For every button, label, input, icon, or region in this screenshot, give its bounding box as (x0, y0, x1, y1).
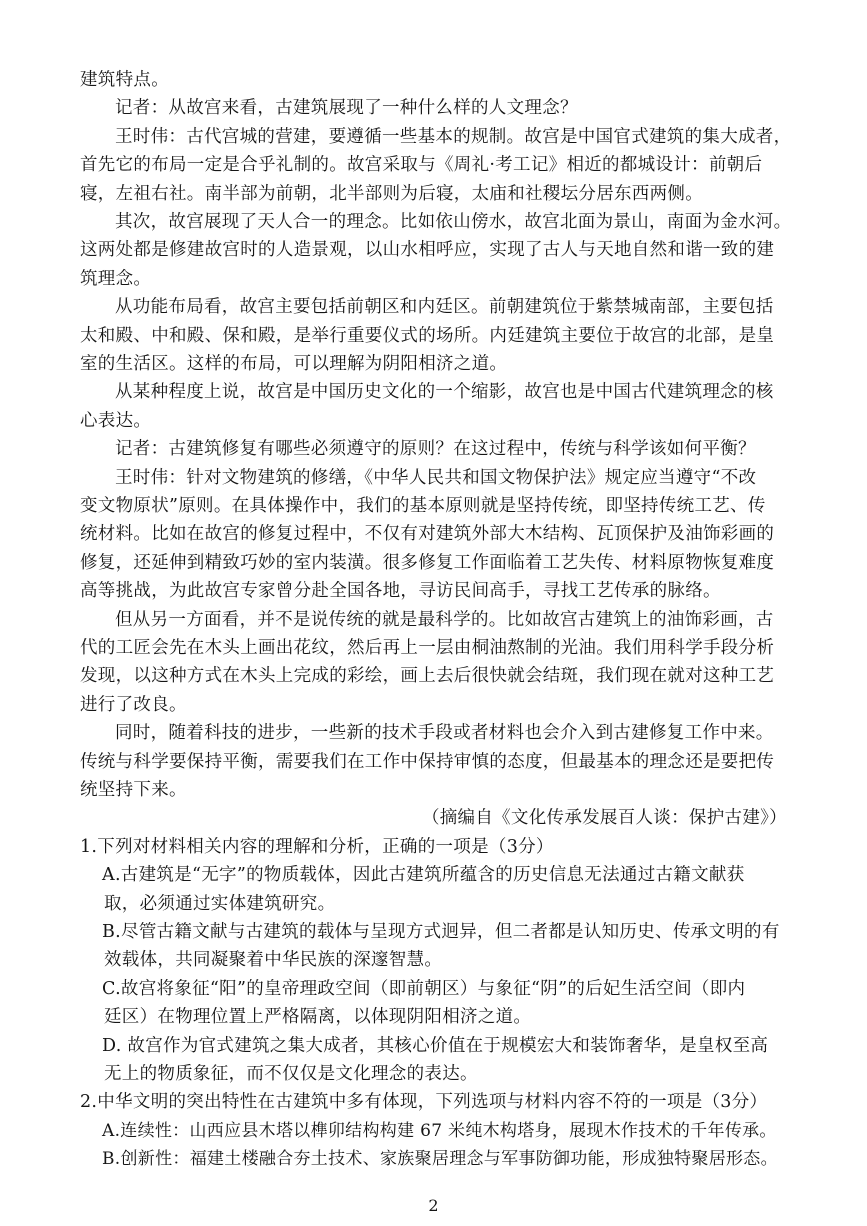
question-2-option-b: B.创新性：福建土楼融合夯土技术、家族聚居理念与军事防御功能，形成独特聚居形态。 (102, 1149, 778, 1170)
passage-line: 发现，以这种方式在木头上完成的彩绘，画上去后很快就会结斑，我们现在就对这种工艺 (80, 666, 775, 687)
question-1-option-b: B.尽管古籍文献与古建筑的载体与呈现方式迥异，但二者都是认知历史、传承文明的有 (102, 922, 780, 942)
passage-line: 建筑特点。 (80, 70, 169, 90)
passage-line: 变文物原状”原则。在具体操作中，我们的基本原则就是坚持传统，即坚持传统工艺、传 (80, 496, 766, 516)
passage-line: 其次，故宫展现了天人合一的理念。比如依山傍水，故宫北面为景山，南面为金水河。 (115, 212, 792, 232)
passage-line: 筑理念。 (80, 268, 152, 289)
passage-line: 记者：从故宫来看，古建筑展现了一种什么样的人文理念？ (115, 98, 578, 119)
passage-line: 同时，随着科技的进步，一些新的技术手段或者材料也会介入到古建修复工作中来。 (115, 723, 774, 744)
passage-line: 太和殿、中和殿、保和殿，是举行重要仪式的场所。内廷建筑主要位于故宫的北部，是皇 (80, 325, 775, 346)
source-citation: （摘编自《文化传承发展百人谈：保护古建》） (421, 808, 787, 829)
passage-line: 从某种程度上说，故宫是中国历史文化的一个缩影，故宫也是中国古代建筑理念的核 (115, 382, 774, 403)
question-1-option-a-cont: 取，必须通过实体建筑研究。 (104, 893, 336, 914)
passage-line: 统坚持下来。 (80, 780, 187, 800)
question-1-option-d: D. 故宫作为官式建筑之集大成者，其核心价值在于规模宏大和装饰奢华，是皇权至高 (102, 1035, 769, 1056)
question-1-option-c: C.故宫将象征“阳”的皇帝理政空间（即前朝区）与象征“阴”的后妃生活空间（即内 (102, 978, 746, 999)
passage-line: 寝，左祖右社。南半部为前朝，北半部则为后寝，太庙和社稷坛分居东西两侧。 (80, 183, 703, 204)
passage-line: 传统与科学要保持平衡，需要我们在工作中保持审慎的态度，但最基本的理念还是要把传 (80, 751, 775, 772)
page-number: 2 (428, 1195, 439, 1215)
question-1-option-d-cont: 无上的物质象征，而不仅仅是文化理念的表达。 (104, 1064, 478, 1084)
passage-line: 心表达。 (80, 410, 152, 431)
question-2-stem: 2.中华文明的突出特性在古建筑中多有体现，下列选项与材料内容不符的一项是（3分） (80, 1092, 768, 1113)
passage-line: 这两处都是修建故宫时的人造景观，以山水相呼应，实现了古人与天地自然和谐一致的建 (80, 240, 775, 261)
passage-line: 从功能布局看，故宫主要包括前朝区和内廷区。前朝建筑位于紫禁城南部，主要包括 (115, 297, 774, 318)
passage-line: 进行了改良。 (80, 694, 187, 715)
question-1-option-b-cont: 效载体，共同凝聚着中华民族的深邃智慧。 (104, 950, 443, 971)
question-2-option-a: A.连续性：山西应县木塔以榫卯结构构建 67 米纯木构塔身，展现木作技术的千年传承。 (102, 1120, 777, 1141)
passage-line: 室的生活区。这样的布局，可以理解为阴阳相济之道。 (80, 354, 508, 374)
passage-line: 统材料。比如在故宫的修复过程中，不仅有对建筑外部大木结构、瓦顶保护及油饰彩画的 (80, 524, 775, 545)
passage-line: 王时伟：古代宫城的营建，要遵循一些基本的规制。故宫是中国官式建筑的集大成者， (115, 126, 792, 147)
passage-line: 代的工匠会先在木头上画出花纹，然后再上一层由桐油熬制的光油。我们用科学手段分析 (80, 638, 775, 658)
passage-line: 记者：古建筑修复有哪些必须遵守的原则？在这过程中，传统与科学该如何平衡？ (115, 439, 756, 460)
question-1-option-a: A.古建筑是“无字”的物质载体，因此古建筑所蕴含的历史信息无法通过古籍文献获 (102, 865, 745, 886)
passage-line: 但从另一方面看，并不是说传统的就是最科学的。比如故宫古建筑上的油饰彩画，古 (115, 609, 774, 630)
question-1-option-c-cont: 廷区）在物理位置上严格隔离，以体现阴阳相济之道。 (104, 1007, 532, 1028)
passage-line: 高等挑战，为此故宫专家曾分赴全国各地，寻访民间高手，寻找工艺传承的脉络。 (80, 581, 721, 602)
passage-line: 首先它的布局一定是合乎礼制的。故宫采取与《周礼·考工记》相近的都城设计：前朝后 (80, 155, 763, 176)
passage-line: 修复，还延伸到精致巧妙的室内装潢。很多修复工作面临着工艺失传、材料原物恢复难度 (80, 552, 775, 573)
passage-line: 王时伟：针对文物建筑的修缮，《中华人民共和国文物保护法》规定应当遵守“不改 (115, 467, 757, 488)
question-1-stem: 1.下列对材料相关内容的理解和分析，正确的一项是（3分） (80, 836, 554, 857)
